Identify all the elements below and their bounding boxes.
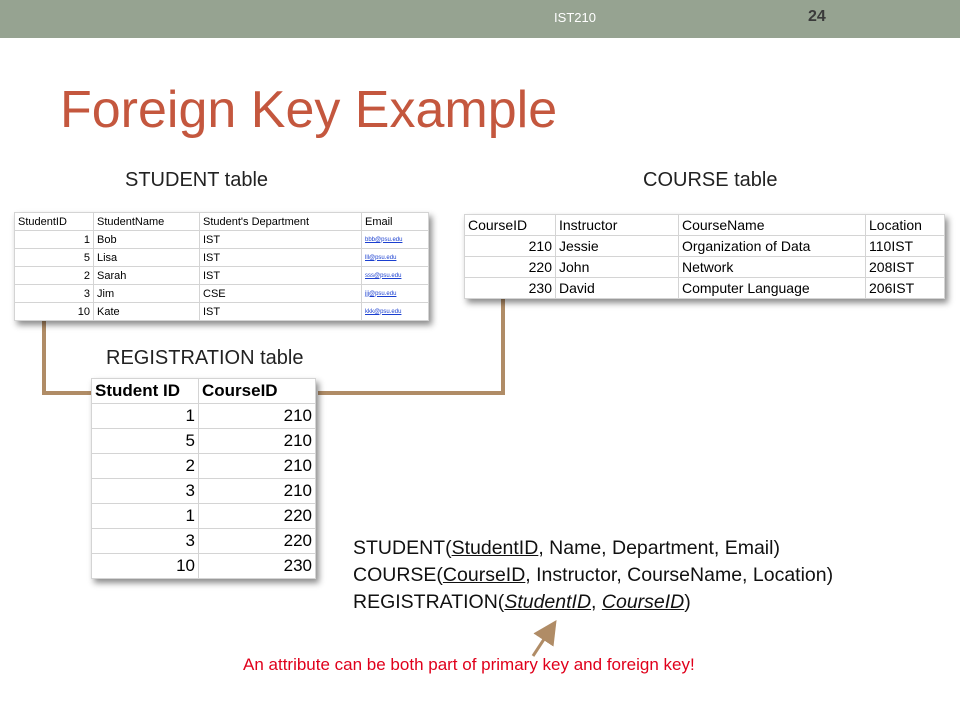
column-header: Location: [866, 215, 945, 236]
registration-schema-line: [353, 589, 833, 616]
cell: 210: [199, 429, 316, 454]
table-row: [15, 249, 429, 267]
table-row: [15, 285, 429, 303]
email-link[interactable]: lll@psu.edu: [362, 249, 429, 267]
cell: 1: [15, 231, 94, 249]
table-header-row: [15, 213, 429, 231]
cell: David: [556, 278, 679, 299]
cell: 5: [92, 429, 199, 454]
cell: 5: [15, 249, 94, 267]
cell: IST: [200, 231, 362, 249]
cell: 220: [199, 504, 316, 529]
cell: Jim: [94, 285, 200, 303]
foreign-key: StudentID: [504, 591, 592, 613]
cell: 10: [15, 303, 94, 321]
cell: 210: [199, 404, 316, 429]
email-link[interactable]: sss@psu.edu: [362, 267, 429, 285]
course-table-label: COURSE table: [643, 169, 778, 191]
column-header: StudentName: [94, 213, 200, 231]
student-table: [14, 212, 429, 321]
table-row: [465, 278, 945, 299]
table-row: [92, 454, 316, 479]
page-number: 24: [808, 8, 826, 25]
column-header: Student ID: [92, 379, 199, 404]
column-header: CourseID: [199, 379, 316, 404]
cell: 206IST: [866, 278, 945, 299]
table-row: [15, 231, 429, 249]
cell: 230: [465, 278, 556, 299]
cell: IST: [200, 249, 362, 267]
schema-text: ,: [591, 591, 602, 613]
course-schema-line: [353, 562, 833, 589]
email-link[interactable]: jjj@psu.edu: [362, 285, 429, 303]
primary-key: StudentID: [451, 537, 539, 559]
table-header-row: [92, 379, 316, 404]
cell: 210: [199, 454, 316, 479]
cell: 2: [15, 267, 94, 285]
column-header: StudentID: [15, 213, 94, 231]
cell: 3: [15, 285, 94, 303]
table-row: [92, 529, 316, 554]
table-row: [92, 479, 316, 504]
registration-table-label: REGISTRATION table: [106, 347, 304, 369]
foreign-key: CourseID: [601, 591, 685, 613]
schema-text: STUDENT(: [353, 537, 452, 559]
column-header: CourseID: [465, 215, 556, 236]
cell: Kate: [94, 303, 200, 321]
cell: Lisa: [94, 249, 200, 267]
relational-schema: [353, 535, 833, 616]
schema-text: , Name, Department, Email): [538, 537, 780, 559]
cell: 220: [465, 257, 556, 278]
table-row: [92, 404, 316, 429]
cell: 230: [199, 554, 316, 579]
cell: 110IST: [866, 236, 945, 257]
cell: IST: [200, 267, 362, 285]
student-table-label: STUDENT table: [125, 169, 269, 191]
cell: CSE: [200, 285, 362, 303]
table-row: [92, 504, 316, 529]
table-row: [15, 303, 429, 321]
cell: Sarah: [94, 267, 200, 285]
student-schema-line: [353, 535, 833, 562]
primary-key: CourseID: [442, 564, 526, 586]
course-code: IST210: [554, 10, 596, 25]
cell: 1: [92, 504, 199, 529]
cell: 3: [92, 529, 199, 554]
course-table: [464, 214, 945, 299]
cell: IST: [200, 303, 362, 321]
column-header: Student's Department: [200, 213, 362, 231]
email-link[interactable]: kkk@psu.edu: [362, 303, 429, 321]
note-text: An attribute can be both part of primary key and foreign key!: [243, 655, 695, 674]
schema-text: ): [684, 591, 691, 613]
table-row: [465, 257, 945, 278]
slide-title: Foreign Key Example: [60, 81, 558, 139]
cell: 210: [465, 236, 556, 257]
cell: Jessie: [556, 236, 679, 257]
cell: Computer Language: [679, 278, 866, 299]
note-arrow: [533, 630, 550, 656]
cell: 2: [92, 454, 199, 479]
cell: Network: [679, 257, 866, 278]
registration-table: [91, 378, 316, 579]
table-header-row: [465, 215, 945, 236]
table-row: [92, 554, 316, 579]
cell: John: [556, 257, 679, 278]
schema-text: COURSE(: [353, 564, 443, 586]
cell: Bob: [94, 231, 200, 249]
table-row: [465, 236, 945, 257]
column-header: CourseName: [679, 215, 866, 236]
schema-text: , Instructor, CourseName, Location): [525, 564, 834, 586]
schema-text: REGISTRATION(: [353, 591, 505, 613]
table-row: [92, 429, 316, 454]
table-row: [15, 267, 429, 285]
cell: Organization of Data: [679, 236, 866, 257]
cell: 210: [199, 479, 316, 504]
email-link[interactable]: bbb@psu.edu: [362, 231, 429, 249]
cell: 10: [92, 554, 199, 579]
cell: 208IST: [866, 257, 945, 278]
column-header: Email: [362, 213, 429, 231]
column-header: Instructor: [556, 215, 679, 236]
cell: 3: [92, 479, 199, 504]
cell: 1: [92, 404, 199, 429]
cell: 220: [199, 529, 316, 554]
